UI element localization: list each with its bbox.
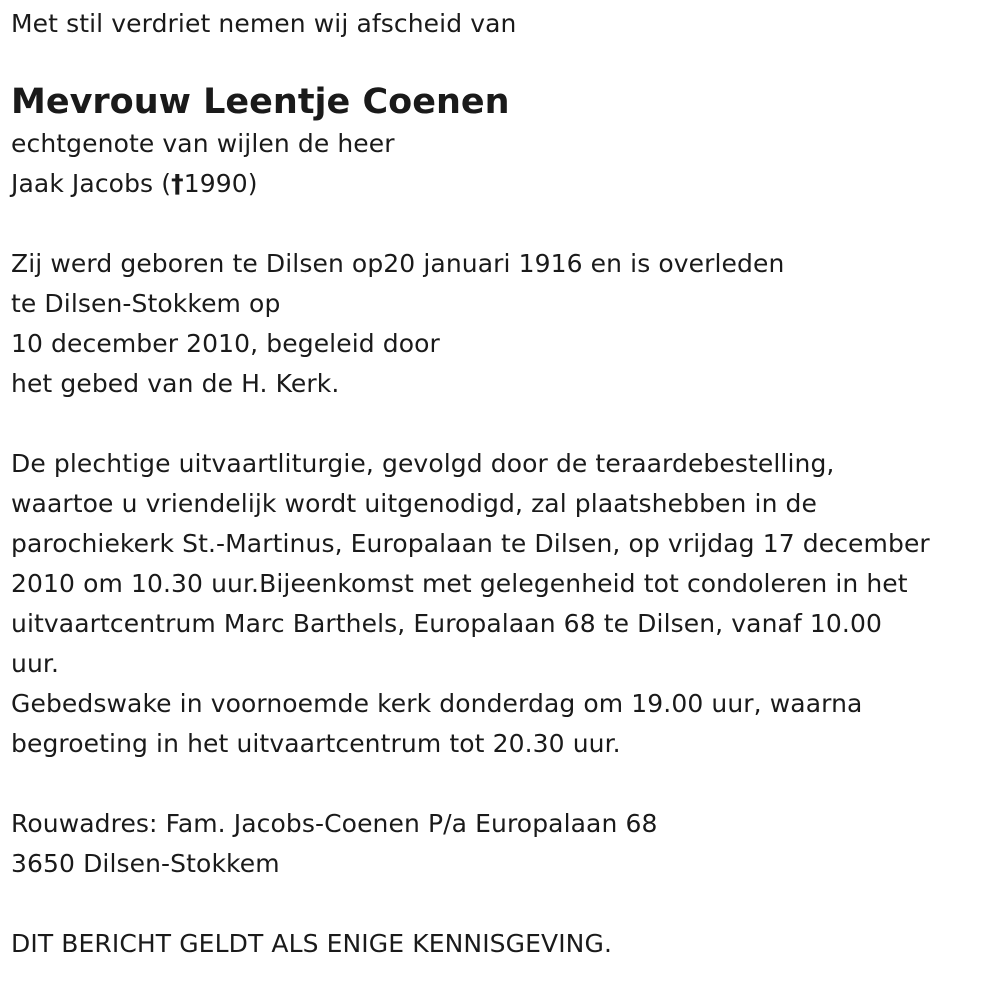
funeral-line: waartoe u vriendelijk wordt uitgenodigd, zal plaatshebben in de	[11, 489, 818, 518]
spouse-line-2	[11, 164, 986, 204]
spouse-name: Jaak Jacobs (	[11, 169, 172, 198]
spouse-line-1: echtgenote van wijlen de heer	[11, 129, 395, 158]
funeral-line: uitvaartcentrum Marc Barthels, Europalaan 68 te Dilsen, vanaf 10.00	[11, 609, 882, 638]
spacer	[11, 764, 986, 804]
birth-line: 10 december 2010, begeleid door	[11, 329, 440, 358]
spacer	[11, 884, 986, 924]
cross-icon: †	[171, 169, 184, 198]
spacer	[11, 404, 986, 444]
obituary-notice	[11, 4, 986, 964]
birth-line: Zij werd geboren te Dilsen op20 januari 1916 en is overleden	[11, 249, 785, 278]
notice-text: DIT BERICHT GELDT ALS ENIGE KENNISGEVING.	[11, 929, 612, 958]
funeral-line: uur.	[11, 649, 60, 678]
funeral-line: 2010 om 10.30 uur.Bijeenkomst met gelegenheid tot condoleren in het	[11, 569, 908, 598]
funeral-line: parochiekerk St.-Martinus, Europalaan te Dilsen, op vrijdag 17 december	[11, 529, 930, 558]
spouse-death-year: 1990)	[183, 169, 258, 198]
address-line: 3650 Dilsen-Stokkem	[11, 849, 280, 878]
deceased-name: Mevrouw Leentje Coenen	[11, 82, 510, 122]
funeral-line: begroeting in het uitvaartcentrum tot 20.30 uur.	[11, 729, 621, 758]
funeral-line: De plechtige uitvaartliturgie, gevolgd door de teraardebestelling,	[11, 449, 835, 478]
birth-line: te Dilsen-Stokkem op	[11, 289, 281, 318]
address-line: Rouwadres: Fam. Jacobs-Coenen P/a Europalaan 68	[11, 809, 658, 838]
spacer	[11, 204, 986, 244]
funeral-line: Gebedswake in voornoemde kerk donderdag om 19.00 uur, waarna	[11, 689, 863, 718]
birth-line: het gebed van de H. Kerk.	[11, 369, 340, 398]
intro-text: Met stil verdriet nemen wij afscheid van	[11, 9, 517, 38]
